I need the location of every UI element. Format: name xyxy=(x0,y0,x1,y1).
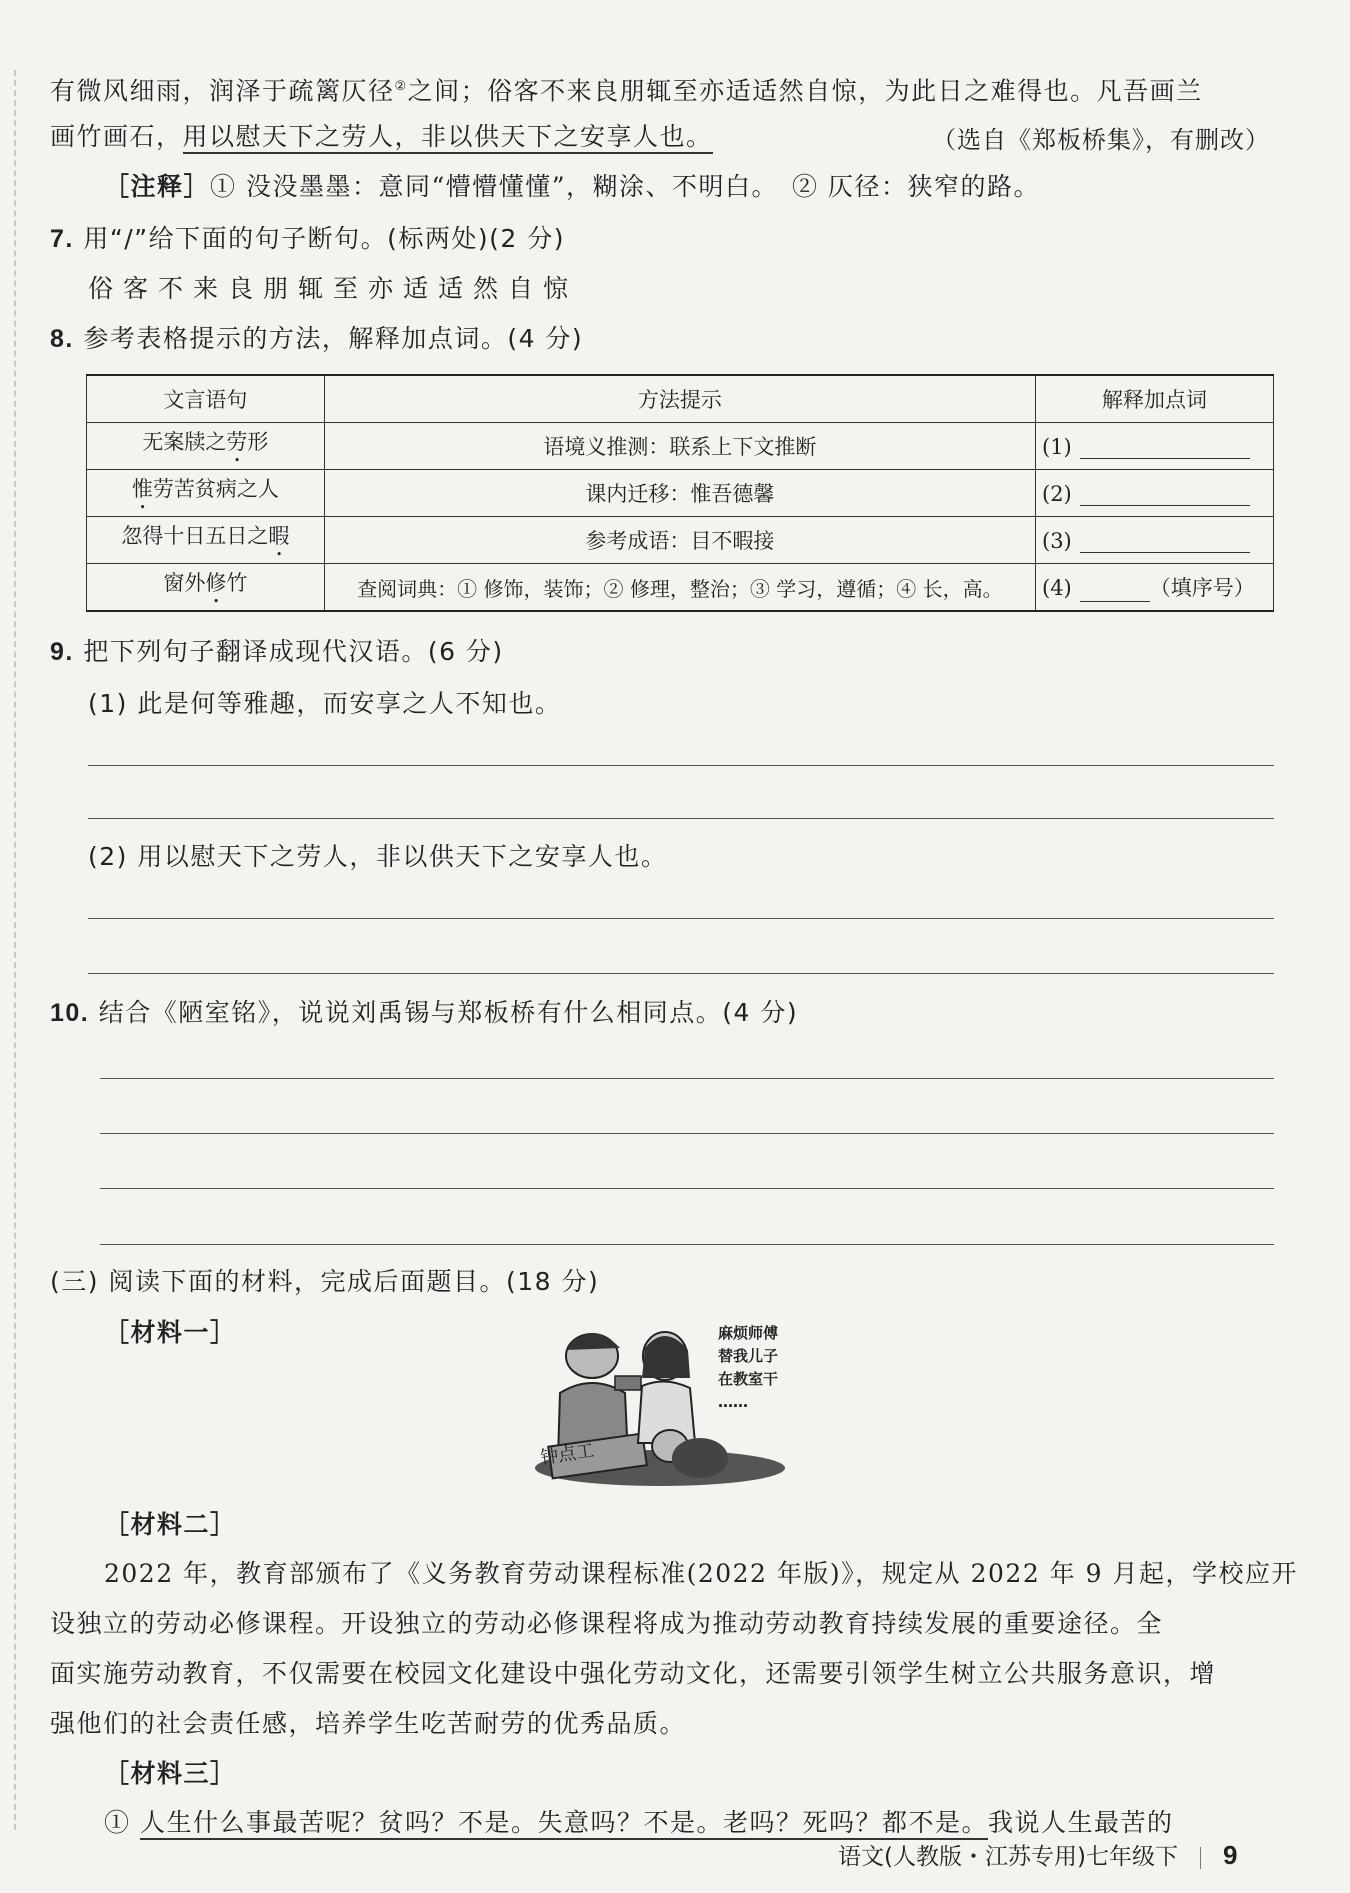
material-2-line: 强他们的社会责任感，培养学生吃苦耐劳的优秀品质。 xyxy=(50,1709,687,1738)
table-cell-sentence: 无案牍之劳形 xyxy=(87,423,325,470)
material-2-line: 设独立的劳动必修课程。开设独立的劳动必修课程将成为推动劳动教育持续发展的重要途径。全 xyxy=(50,1609,1164,1638)
answer-blank-1[interactable] xyxy=(1080,434,1250,459)
sign-text: 钟点工 xyxy=(539,1440,596,1469)
table-row xyxy=(87,423,1274,470)
cartoon-illustration xyxy=(530,1318,830,1488)
material-1-label: ［材料一］ xyxy=(104,1318,237,1347)
passage-line-1: 有微风细雨，润泽于疏篱仄径②之间；俗客不来良朋辄至亦适适然自惊，为此日之难得也。凡吾画兰 xyxy=(50,76,1203,106)
page-number: 9 xyxy=(1222,1840,1238,1870)
table-header-cell: 文言语句 xyxy=(87,375,325,423)
page-footer xyxy=(838,1838,1237,1871)
answer-line[interactable] xyxy=(88,918,1274,919)
table-header-cell: 解释加点词 xyxy=(1036,375,1274,423)
material-2-line: 面实施劳动教育，不仅需要在校园文化建设中强化劳动文化，还需要引领学生树立公共服务意识，增 xyxy=(50,1659,1217,1688)
answer-line[interactable] xyxy=(100,1188,1274,1189)
answer-blank-2[interactable] xyxy=(1080,481,1250,506)
table-row xyxy=(87,517,1274,564)
material-2-label: ［材料二］ xyxy=(104,1510,237,1539)
q8-table xyxy=(86,374,1274,612)
q7-sentence: 俗客不来良朋辄至亦适适然自惊 xyxy=(88,274,579,303)
question-10: 10. 结合《陋室铭》，说说刘禹锡与郑板桥有什么相同点。(4 分) xyxy=(50,998,799,1027)
q9-sentence-1: (1) 此是何等雅趣，而安享之人不知也。 xyxy=(88,689,562,718)
underlined-sentence: 用以慰天下之劳人，非以供天下之安享人也。 xyxy=(183,122,713,154)
table-cell-sentence: 忽得十日五日之暇 xyxy=(87,517,325,564)
table-row xyxy=(87,564,1274,612)
answer-line[interactable] xyxy=(88,973,1274,974)
speech-bubble: 麻烦师傅 替我儿子 在教室干 …… xyxy=(718,1324,779,1411)
answer-line[interactable] xyxy=(88,765,1274,766)
answer-line[interactable] xyxy=(100,1078,1274,1079)
annotation-note: ［注释］① 没没墨墨：意同“懵懵懂懂”，糊涂、不明白。 ② 仄径：狭窄的路。 xyxy=(104,172,1040,201)
table-header-cell: 方法提示 xyxy=(324,375,1035,423)
table-cell-answer: (2) xyxy=(1036,470,1274,517)
q9-sentence-2: (2) 用以慰天下之劳人，非以供天下之安享人也。 xyxy=(88,842,668,871)
table-row xyxy=(87,470,1274,517)
answer-line[interactable] xyxy=(100,1133,1274,1134)
question-8: 8. 参考表格提示的方法，解释加点词。(4 分) xyxy=(50,324,584,353)
binding-margin-line xyxy=(14,70,18,1830)
table-header-row xyxy=(87,375,1274,423)
table-cell-answer: (3) xyxy=(1036,517,1274,564)
table-cell-hint: 参考成语：目不暇接 xyxy=(324,517,1035,564)
question-9: 9. 把下列句子翻译成现代汉语。(6 分) xyxy=(50,637,504,666)
answer-blank-4[interactable] xyxy=(1080,577,1150,602)
answer-line[interactable] xyxy=(88,818,1274,819)
material-3-line: ① 人生什么事最苦呢？贫吗？不是。失意吗？不是。老吗？死吗？都不是。我说人生最苦的 xyxy=(104,1806,1174,1840)
table-cell-answer: (1) xyxy=(1036,423,1274,470)
passage-line-2: 画竹画石，用以慰天下之劳人，非以供天下之安享人也。 xyxy=(50,120,713,154)
table-cell-sentence: 惟劳苦贫病之人 xyxy=(87,470,325,517)
material-2-line: 2022 年，教育部颁布了《义务教育劳动课程标准(2022 年版)》，规定从 2022 年 9 月起，学校应开 xyxy=(104,1559,1298,1588)
source-citation: （选自《郑板桥集》，有删改） xyxy=(932,126,1270,154)
section-3-title: (三) 阅读下面的材料，完成后面题目。(18 分) xyxy=(50,1267,600,1296)
question-7: 7. 用“/”给下面的句子断句。(标两处)(2 分) xyxy=(50,224,566,253)
answer-line[interactable] xyxy=(100,1244,1274,1245)
book-title: 语文(人教版・江苏专用)七年级下 xyxy=(838,1844,1178,1870)
material-3-label: ［材料三］ xyxy=(104,1759,237,1788)
table-cell-hint: 课内迁移：惟吾德馨 xyxy=(324,470,1035,517)
table-cell-hint: 语境义推测：联系上下文推断 xyxy=(324,423,1035,470)
answer-blank-3[interactable] xyxy=(1080,528,1250,553)
table-cell-answer: (4) （填序号） xyxy=(1036,564,1274,612)
table-cell-sentence: 窗外修竹 xyxy=(87,564,325,612)
table-cell-hint: 查阅词典：① 修饰，装饰；② 修理，整治；③ 学习，遵循；④ 长，高。 xyxy=(324,564,1035,612)
